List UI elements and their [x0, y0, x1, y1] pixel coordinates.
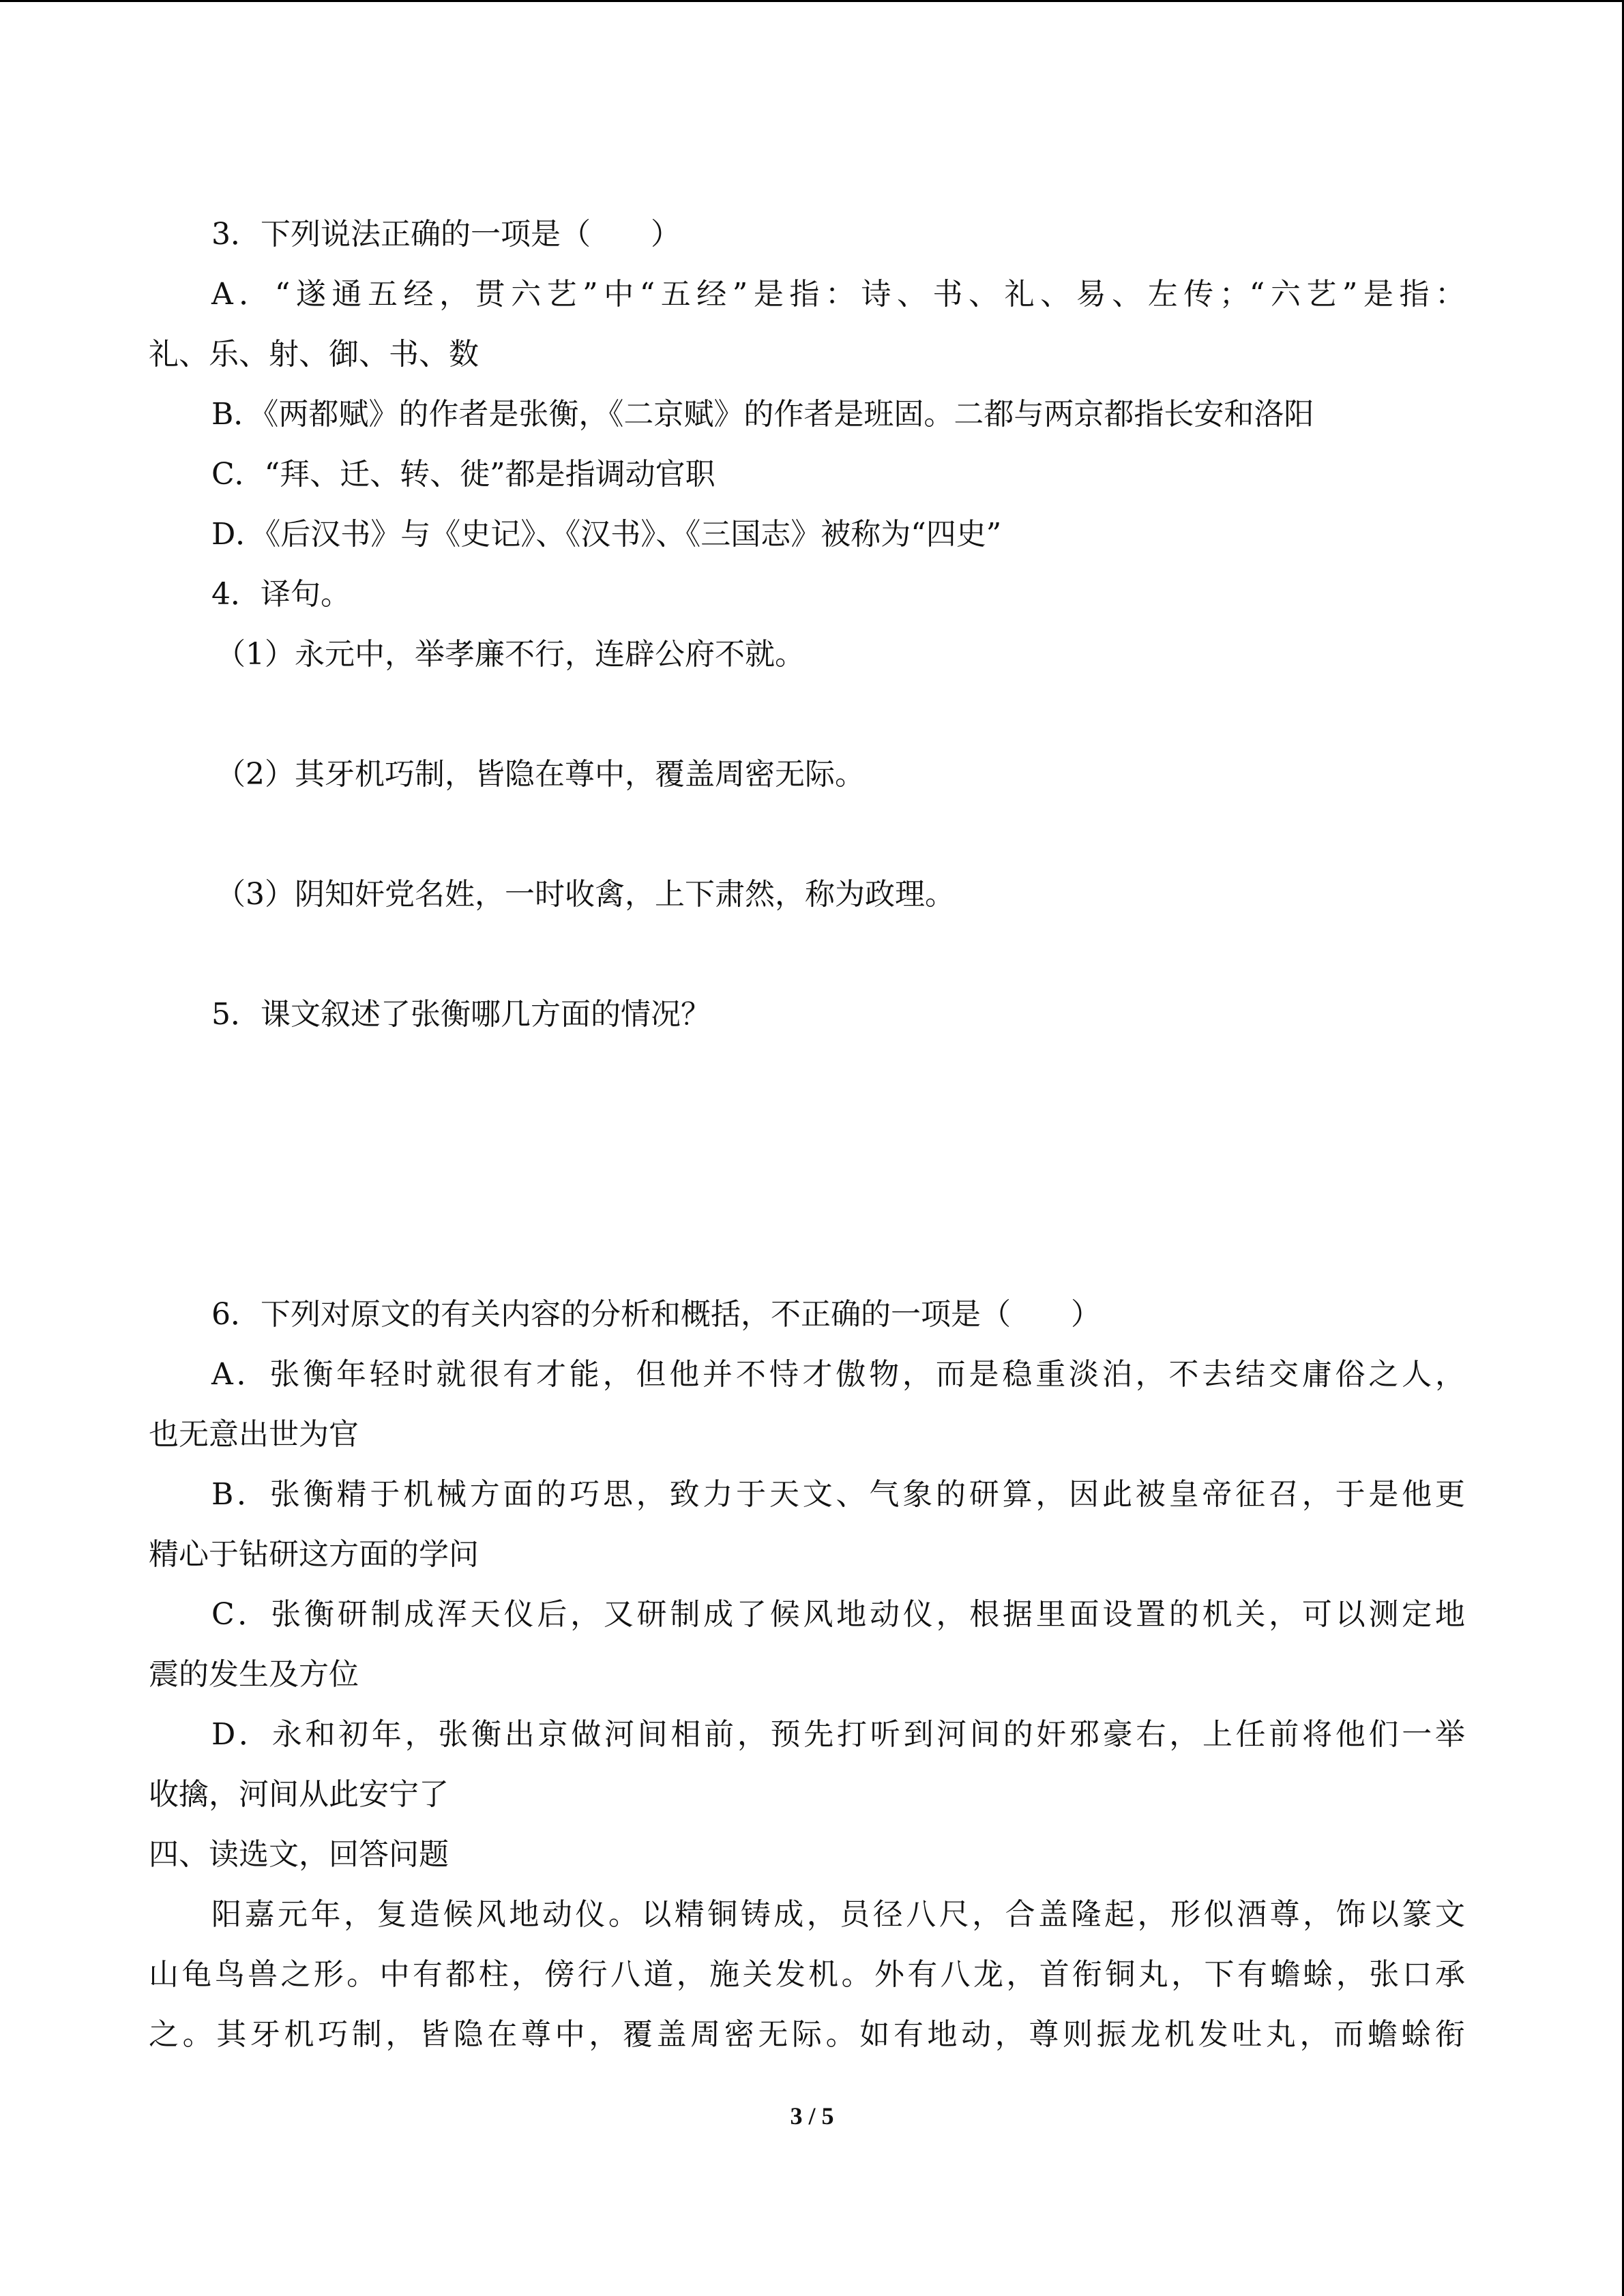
q6-option-c-line1: C．张衡研制成浑天仪后，又研制成了候风地动仪，根据里面设置的机关，可以测定地: [211, 1597, 1465, 1632]
q3-option-a-line2: 礼、乐、射、御、书、数: [149, 337, 479, 372]
passage-line-3: 之。其牙机巧制，皆隐在尊中，覆盖周密无际。如有地动，尊则振龙机发吐丸，而蟾蜍衔: [149, 2017, 1465, 2052]
q6-stem: 6．下列对原文的有关内容的分析和概括，不正确的一项是（ ）: [211, 1297, 1101, 1332]
answer-space: [149, 685, 1465, 745]
q3-option-a-line1: A．“遂通五经，贯六艺”中“五经”是指：诗、书、礼、易、左传；“六艺”是指：: [211, 277, 1465, 312]
q6-option-d-line2: 收擒，河间从此安宁了: [149, 1777, 449, 1812]
q3-stem: 3．下列说法正确的一项是（ ）: [211, 217, 681, 252]
q6-option-c-line2: 震的发生及方位: [149, 1657, 359, 1692]
page-number: 3 / 5: [790, 2102, 834, 2130]
q4-stem: 4．译句。: [211, 577, 351, 612]
answer-space: [149, 805, 1465, 865]
q3-option-b: B．《两都赋》的作者是张衡，《二京赋》的作者是班固。二都与两京都指长安和洛阳: [211, 397, 1314, 432]
q6-option-d-line1: D．永和初年，张衡出京做河间相前，预先打听到河间的奸邪豪右，上任前将他们一举: [211, 1717, 1465, 1752]
q6-option-b-line1: B．张衡精于机械方面的巧思，致力于天文、气象的研算，因此被皇帝征召，于是他更: [211, 1477, 1465, 1512]
q5-stem: 5．课文叙述了张衡哪几方面的情况？: [211, 997, 711, 1032]
q4-item-2: （2）其牙机巧制，皆隐在尊中，覆盖周密无际。: [216, 757, 865, 792]
passage-line-1: 阳嘉元年，复造候风地动仪。以精铜铸成，员径八尺，合盖隆起，形似酒尊，饰以篆文: [211, 1897, 1465, 1932]
q3-option-d: D．《后汉书》与《史记》、《汉书》、《三国志》被称为“四史”: [211, 517, 1002, 552]
passage-line-2: 山龟鸟兽之形。中有都柱，傍行八道，施关发机。外有八龙，首衔铜丸，下有蟾蜍，张口承: [149, 1957, 1465, 1992]
section-heading: 四、读选文，回答问题: [149, 1837, 449, 1872]
q3-option-c: C．“拜、迁、转、徙”都是指调动官职: [211, 457, 715, 492]
answer-space: [149, 925, 1465, 985]
q6-option-a-line1: A．张衡年轻时就很有才能，但他并不恃才傲物，而是稳重淡泊，不去结交庸俗之人，: [211, 1357, 1465, 1392]
q6-option-b-line2: 精心于钻研这方面的学问: [149, 1537, 479, 1572]
q4-item-1: （1）永元中，举孝廉不行，连辟公府不就。: [216, 637, 805, 672]
document-body: [149, 205, 1465, 2065]
answer-space: [149, 1045, 1465, 1285]
q6-option-a-line2: 也无意出世为官: [149, 1417, 359, 1452]
q4-item-3: （3）阴知奸党名姓，一时收禽，上下肃然，称为政理。: [216, 877, 955, 912]
